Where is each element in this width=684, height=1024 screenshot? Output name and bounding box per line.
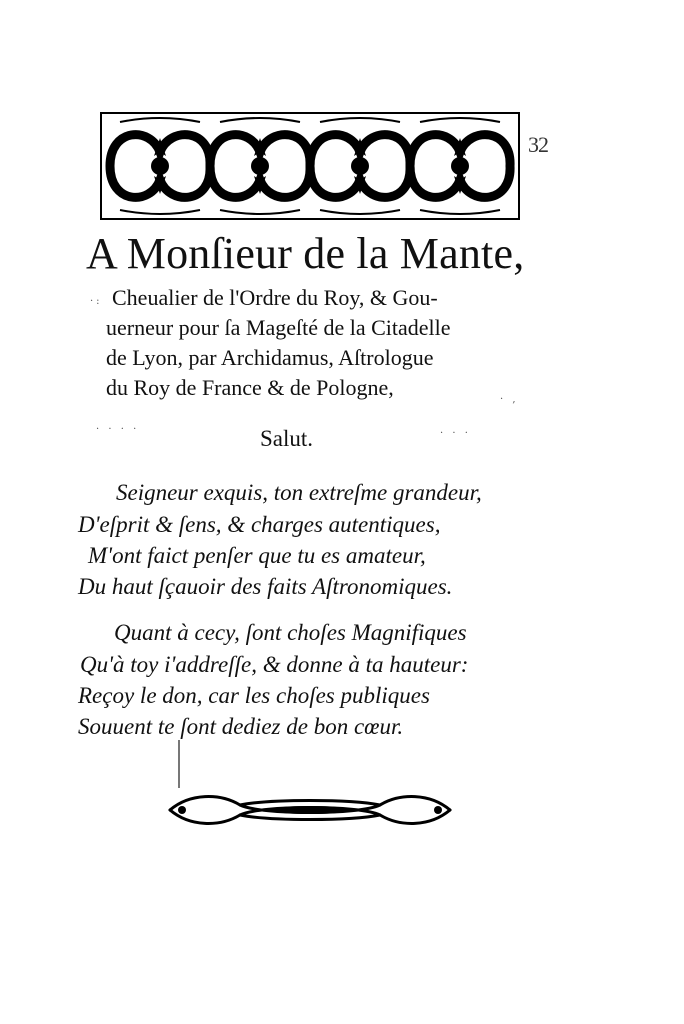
scroll-flourish-footer (160, 785, 460, 835)
ink-speckle: · · · (440, 428, 471, 439)
ink-speckle: ·: (90, 296, 103, 307)
verse-line: Qu'à toy i'addreſſe, & donne à ta hauteur: (80, 652, 469, 677)
verse-line: Reçoy le don, car les choſes publiques (78, 683, 430, 708)
subtitle-line: du Roy de France & de Pologne, (106, 375, 394, 400)
ink-speckle: · · · · (96, 424, 140, 435)
subtitle-line: de Lyon, par Archidamus, Aſtrologue (106, 345, 434, 370)
subtitle-line: Cheualier de l'Ordre du Roy, & Gou- (112, 285, 438, 310)
page-title: A Monſieur de la Mante, (86, 229, 525, 278)
vertical-ink-mark (178, 740, 180, 788)
verse-line: D'eſprit & ſens, & charges autentiques, (78, 512, 441, 537)
verse-line: Seigneur exquis, ton extreſme grandeur, (116, 480, 482, 505)
salutation: Salut. (260, 426, 314, 451)
floral-woodcut-header (100, 112, 520, 220)
subtitle-line: uerneur pour ſa Mageſté de la Citadelle (106, 315, 451, 340)
verse-line: Souuent te ſont dediez de bon cœur. (78, 714, 404, 739)
page-number: 32 (528, 132, 548, 157)
verse-line: Quant à cecy, ſont choſes Magnifiques (114, 620, 467, 645)
verse-line: M'ont faict penſer que tu es amateur, (88, 543, 426, 568)
ink-speckle: · , (500, 394, 519, 405)
verse-line: Du haut ſçauoir des faits Aſtronomiques. (78, 574, 453, 599)
